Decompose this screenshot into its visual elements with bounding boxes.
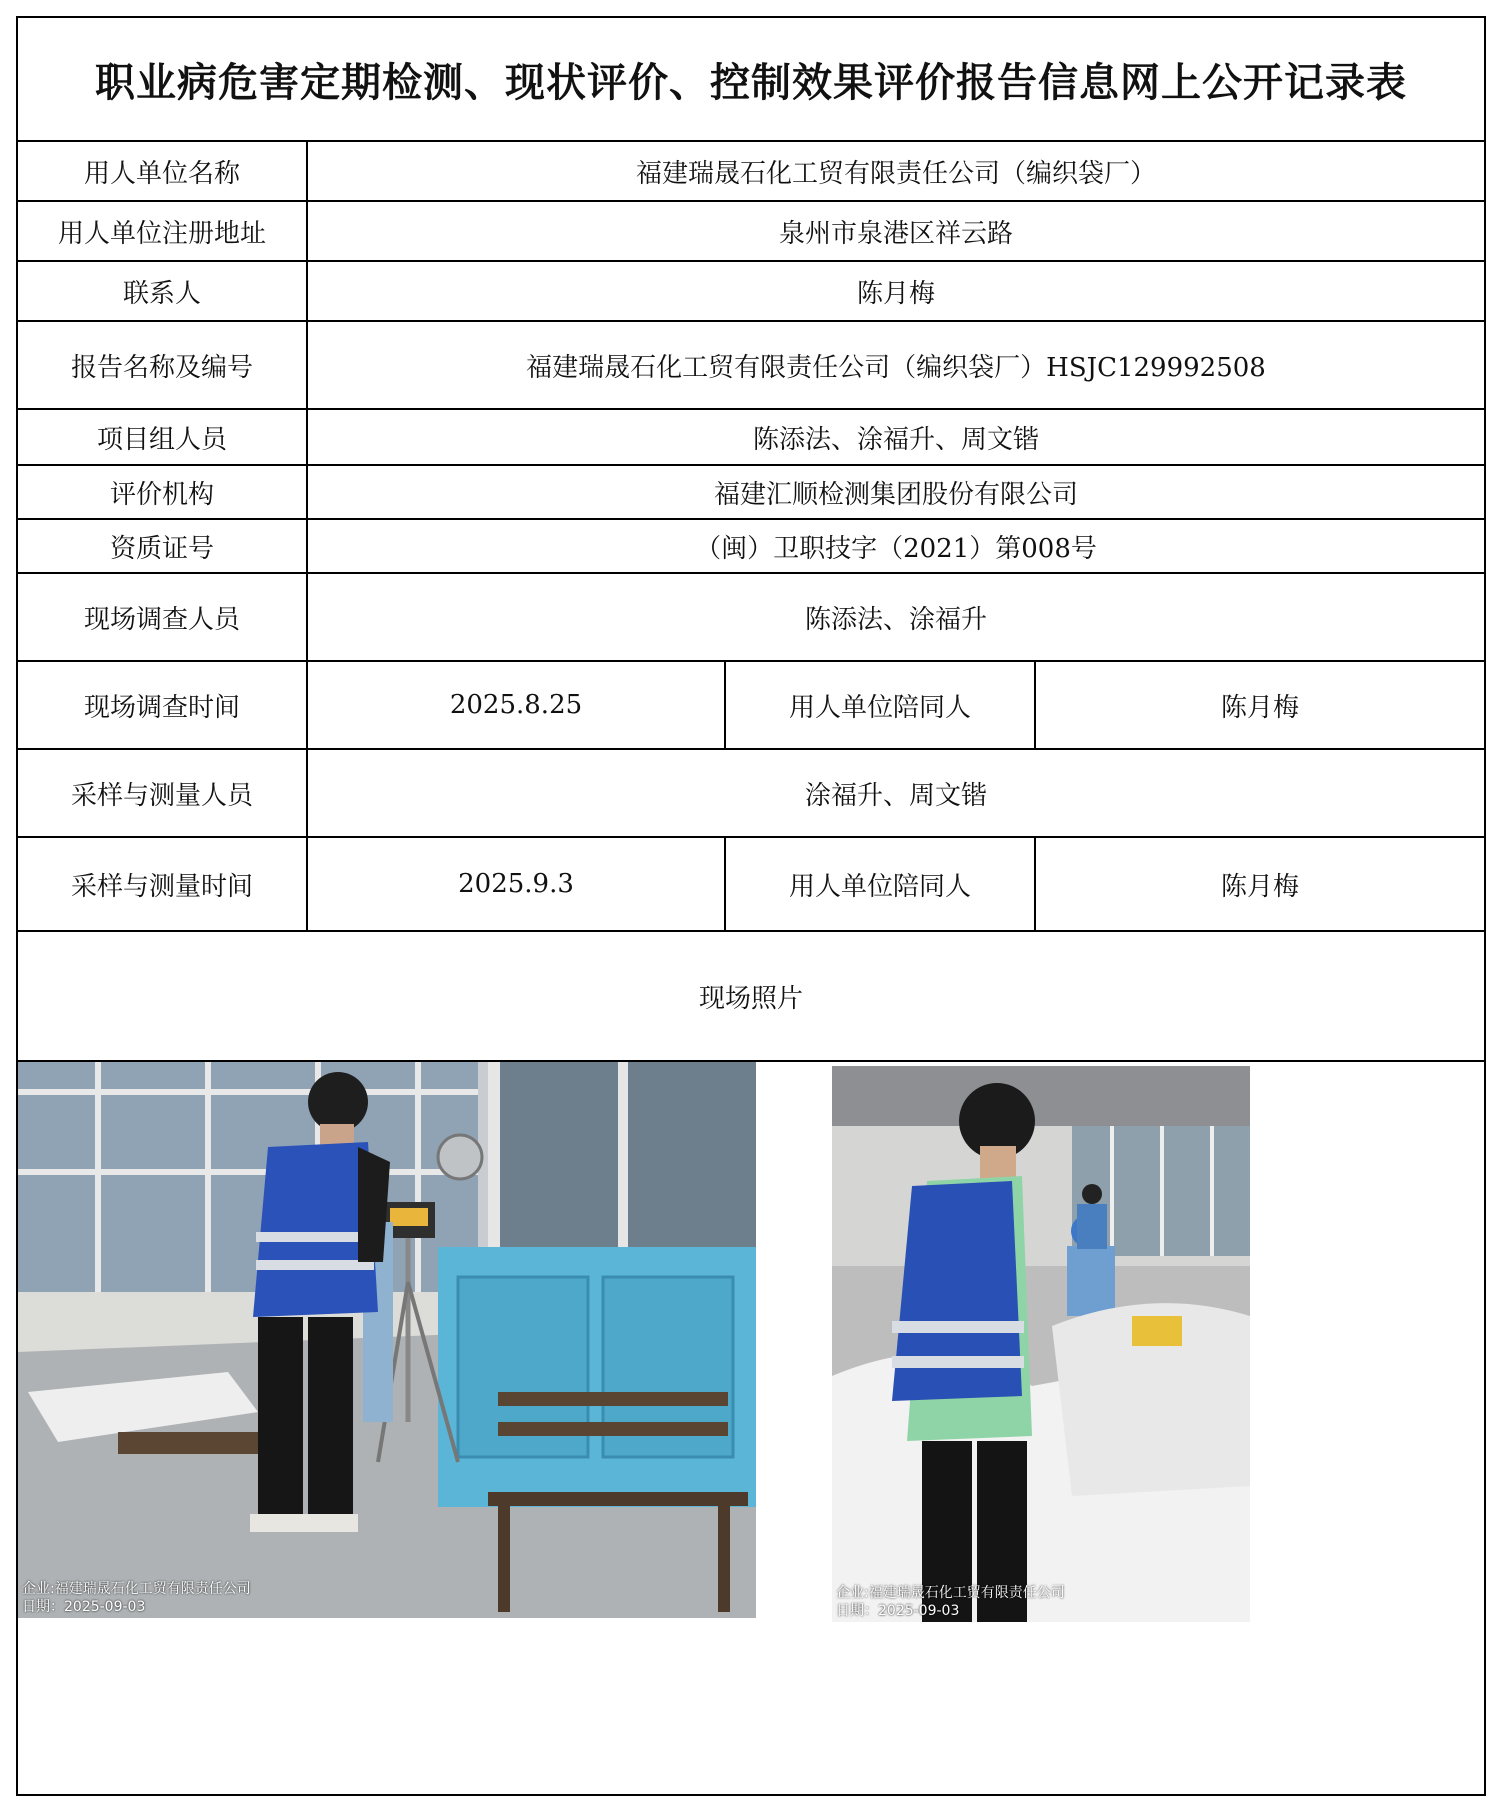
value-project-team: 陈添法、涂福升、周文锴 — [752, 424, 1039, 455]
value-survey-time: 2025.8.25 — [308, 662, 726, 748]
photo-right-watermark-company: 企业:福建瑞晟石化工贸有限责任公司 — [836, 1585, 1065, 1601]
record-form — [16, 16, 1486, 1796]
value-report-name: 福建瑞晟石化工贸有限责任公司（编织袋厂）HSJC129992508 — [526, 352, 1266, 383]
value-survey-staff: 陈添法、涂福升 — [804, 604, 987, 635]
label-survey-companion: 用人单位陪同人 — [726, 662, 1036, 748]
label-evaluation-agency: 评价机构 — [18, 466, 308, 518]
label-survey-time: 现场调查时间 — [18, 662, 308, 748]
row-registered-address — [18, 202, 1484, 262]
row-qualification — [18, 520, 1484, 574]
row-contact — [18, 262, 1484, 322]
photo-right-watermark-date: 日期：2025-09-03 — [836, 1603, 960, 1619]
photo-left-watermark-date: 日期：2025-09-03 — [22, 1599, 146, 1615]
row-evaluation-agency — [18, 466, 1484, 520]
label-qualification: 资质证号 — [18, 520, 308, 572]
value-contact: 陈月梅 — [856, 278, 935, 309]
label-sampling-companion: 用人单位陪同人 — [726, 838, 1036, 930]
value-sampling-time: 2025.9.3 — [308, 838, 726, 930]
value-evaluation-agency: 福建汇顺检测集团股份有限公司 — [713, 479, 1078, 510]
value-sampling-companion: 陈月梅 — [1220, 871, 1299, 902]
form-title: 职业病危害定期检测、现状评价、控制效果评价报告信息网上公开记录表 — [18, 18, 1484, 142]
row-employer-name — [18, 142, 1484, 202]
value-sampling-staff: 涂福升、周文锴 — [804, 780, 987, 811]
label-survey-staff: 现场调查人员 — [18, 574, 308, 660]
label-registered-address: 用人单位注册地址 — [18, 202, 308, 260]
row-project-team — [18, 410, 1484, 466]
row-survey-time — [18, 662, 1484, 750]
value-registered-address: 泉州市泉港区祥云路 — [778, 218, 1013, 249]
value-employer-name: 福建瑞晟石化工贸有限责任公司（编织袋厂） — [635, 158, 1156, 189]
value-qualification: （闽）卫职技字（2021）第008号 — [695, 533, 1097, 564]
row-report-name — [18, 322, 1484, 410]
label-project-team: 项目组人员 — [18, 410, 308, 464]
photo-left-watermark-company: 企业:福建瑞晟石化工贸有限责任公司 — [22, 1581, 251, 1597]
label-employer-name: 用人单位名称 — [18, 142, 308, 200]
row-sampling-staff — [18, 750, 1484, 838]
site-photo-right — [832, 1066, 1250, 1622]
photo-section-title: 现场照片 — [18, 932, 1484, 1062]
photo-left-illustration — [18, 1062, 756, 1618]
label-contact: 联系人 — [18, 262, 308, 320]
label-report-name: 报告名称及编号 — [18, 322, 308, 408]
label-sampling-staff: 采样与测量人员 — [18, 750, 308, 836]
label-sampling-time: 采样与测量时间 — [18, 838, 308, 930]
row-sampling-time — [18, 838, 1484, 932]
site-photo-left — [18, 1062, 756, 1618]
photo-right-illustration — [832, 1066, 1250, 1622]
value-survey-companion: 陈月梅 — [1220, 692, 1299, 723]
row-survey-staff — [18, 574, 1484, 662]
